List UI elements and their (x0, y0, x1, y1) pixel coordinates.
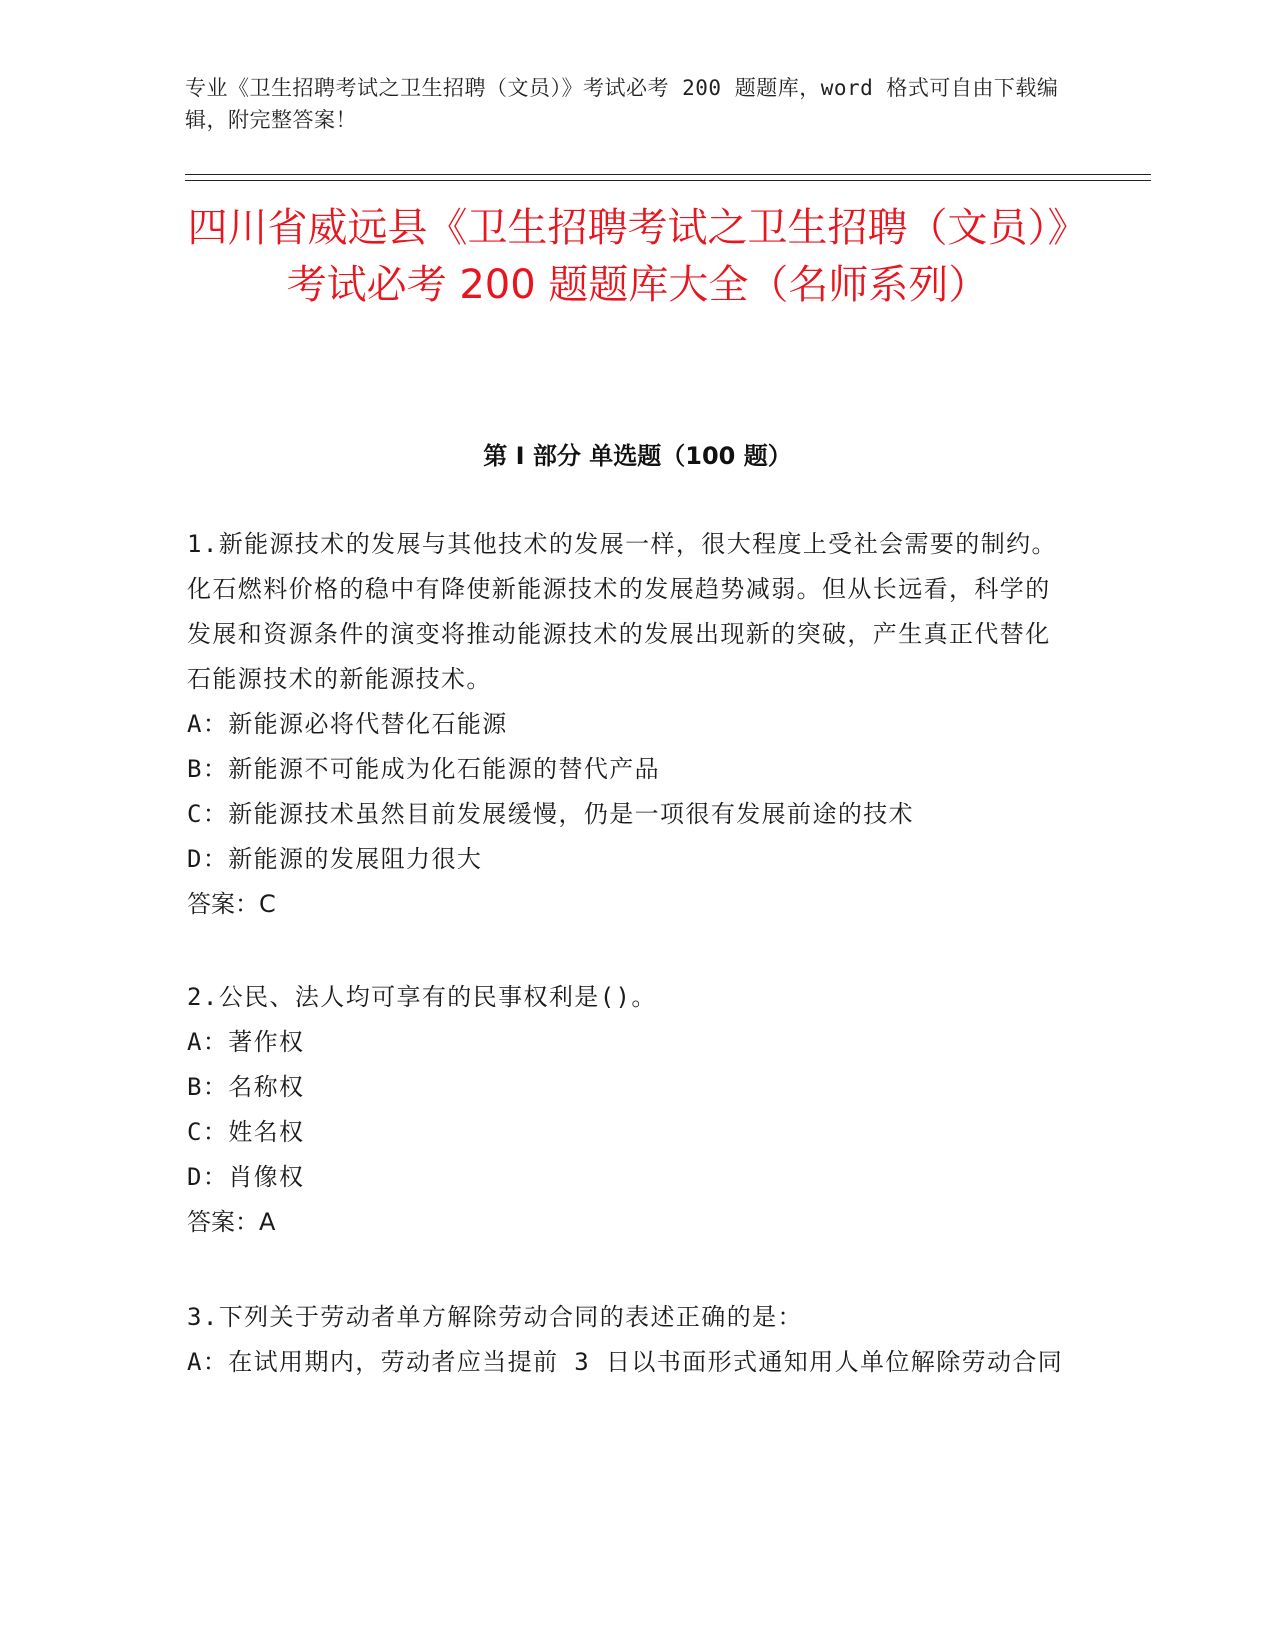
option-a: A：新能源必将代替化石能源 (187, 710, 508, 738)
header-divider-thin (185, 174, 1151, 175)
question-stem: 3.下列关于劳动者单方解除劳动合同的表述正确的是： (187, 1303, 803, 1331)
answer: 答案：A (187, 1208, 276, 1236)
question-stem: 2.公民、法人均可享有的民事权利是()。 (187, 983, 657, 1011)
answer: 答案：C (187, 890, 276, 918)
header-divider-thick (185, 180, 1151, 181)
option-d: D：新能源的发展阻力很大 (187, 845, 483, 873)
question-stem: 1.新能源技术的发展与其他技术的发展一样，很大程度上受社会需要的制约。化石燃料价格的稳中有降使新能源技术的发展趋势减弱。但从长远看，科学的发展和资源条件的演变将推动能源技术的发展出现新的突破，产生真正代替化石能源技术的新能源技术。 (187, 530, 1057, 693)
option-b: B：名称权 (187, 1073, 305, 1101)
option-a: A：在试用期内，劳动者应当提前 3 日以书面形式通知用人单位解除劳动合同 (187, 1348, 1064, 1376)
option-b: B：新能源不可能成为化石能源的替代产品 (187, 755, 661, 783)
question-3 (187, 1295, 1067, 1385)
option-c: C：新能源技术虽然目前发展缓慢，仍是一项很有发展前途的技术 (187, 800, 915, 828)
question-2 (187, 975, 1067, 1245)
option-a: A：著作权 (187, 1028, 305, 1056)
header-note: 专业《卫生招聘考试之卫生招聘（文员）》考试必考 200 题题库，word 格式可自由下载编辑，附完整答案！ (185, 76, 1059, 132)
option-c: C：姓名权 (187, 1118, 305, 1146)
document-title: 四川省威远县《卫生招聘考试之卫生招聘（文员）》考试必考 200 题题库大全（名师系列） (187, 205, 1088, 308)
section-heading: 第 I 部分 单选题（100 题） (483, 442, 792, 470)
option-d: D：肖像权 (187, 1163, 305, 1191)
question-1 (187, 522, 1067, 927)
